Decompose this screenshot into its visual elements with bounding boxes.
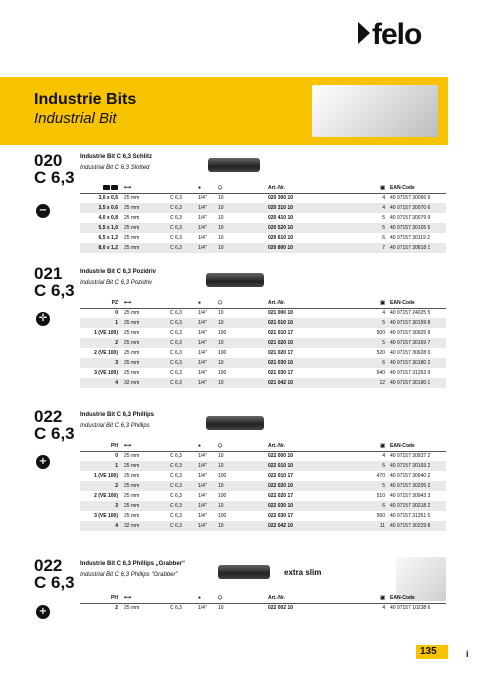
- weight-icon: ▣: [360, 184, 390, 193]
- col-art: Art.-Nr.: [268, 594, 360, 603]
- section-subtitle: Industrial Bit C 6,3 Pozidriv: [80, 280, 153, 286]
- table-row: [80, 223, 446, 233]
- table-cell: 0: [115, 453, 118, 460]
- table-cell: 540: [376, 370, 385, 376]
- table-cell: 4: [80, 521, 124, 531]
- table-cell: C 6,3: [170, 235, 182, 241]
- table-cell: 40 07157 30193 2: [390, 461, 446, 471]
- section-size: C 6,3: [34, 281, 75, 300]
- table-cell: 40 07157 30229 8: [390, 521, 446, 531]
- table-cell: 40 07157 30159 8: [390, 318, 446, 328]
- table-cell: 510: [376, 493, 385, 499]
- table-cell: 10: [218, 605, 224, 612]
- table-cell: 6: [382, 235, 385, 241]
- table-row: [80, 368, 446, 378]
- table-cell: 40 07157 30925 9: [390, 330, 431, 336]
- table-cell: 25 mm: [124, 310, 140, 317]
- table-row: [80, 338, 446, 348]
- table-row: [80, 348, 446, 358]
- table-cell: 25 mm: [124, 243, 170, 253]
- table-cell: 4: [382, 453, 385, 460]
- page-subtitle: Industrial Bit: [34, 110, 117, 127]
- table-cell: 021 010 17: [268, 330, 294, 336]
- table-cell: 100: [218, 370, 227, 376]
- table-cell: 10: [218, 318, 268, 328]
- table-cell: 022 030 17: [268, 513, 294, 519]
- table-cell: 0: [115, 310, 118, 317]
- table-cell: 40 07157 30105 5: [390, 223, 446, 233]
- table-cell: 25 mm: [124, 453, 140, 460]
- section-pozidriv: [0, 265, 448, 393]
- table-cell: 40 07157 31353 9: [390, 370, 431, 376]
- table-cell: 3,5 x 0,6: [80, 203, 124, 213]
- section-subtitle: Industrial Bit C 6,3 Phillips "Grabber": [80, 572, 178, 578]
- table-cell: 11: [360, 521, 390, 531]
- bit-image: [206, 416, 264, 430]
- table-cell: 021 030 17: [268, 370, 294, 376]
- table-row: [80, 193, 446, 203]
- table-cell: 1/4": [198, 203, 218, 213]
- length-icon: ⟷: [124, 594, 170, 603]
- table-cell: 25 mm: [124, 195, 140, 202]
- table-body: [80, 308, 446, 388]
- table-cell: 40 07157 30937 2: [390, 453, 431, 460]
- table-cell: C 6,3: [170, 215, 182, 221]
- table-body: [80, 603, 446, 613]
- table-cell: 1/4": [198, 310, 207, 317]
- arrow-icon: [358, 22, 370, 44]
- table-cell: 25 mm: [124, 203, 170, 213]
- table-row: [80, 511, 446, 521]
- table-cell: C 6,3: [170, 330, 182, 336]
- table-cell: 1/4": [198, 243, 218, 253]
- section-slotted: [0, 152, 448, 260]
- table-row: [80, 461, 446, 471]
- table-cell: 1: [80, 461, 124, 471]
- table-cell: 1/4": [198, 235, 207, 241]
- table-row: [80, 471, 446, 481]
- table-cell: 470: [376, 473, 385, 479]
- table-cell: 32 mm: [124, 521, 170, 531]
- table-cell: 10: [218, 453, 224, 460]
- col-ean: EAN-Code: [390, 594, 446, 603]
- pack-icon: ⬡: [218, 184, 268, 193]
- table-cell: 8,0 x 1,2: [80, 243, 124, 253]
- table-row: [80, 491, 446, 501]
- table-cell: 3 (VE 100): [94, 513, 118, 519]
- info-marker: i: [466, 649, 469, 659]
- table-cell: 1/4": [198, 350, 207, 356]
- table-cell: 1/4": [198, 501, 218, 511]
- table-cell: 25 mm: [124, 215, 140, 221]
- table-cell: C 6,3: [170, 243, 198, 253]
- bit-image: [206, 273, 264, 287]
- table-cell: 6: [360, 358, 390, 368]
- section-title: Industrie Bit C 6,3 Phillips „Grabber“: [80, 561, 186, 567]
- section-subtitle: Industrial Bit C 6,3 Slotted: [80, 165, 150, 171]
- product-table: [80, 594, 446, 613]
- table-cell: 1/4": [198, 481, 218, 491]
- table-cell: 1/4": [198, 513, 207, 519]
- table-cell: 1/4": [198, 215, 207, 221]
- table-cell: 021 020 17: [268, 350, 294, 356]
- table-cell: 40 07157 30066 9: [390, 195, 431, 202]
- table-cell: 020 300 10: [268, 195, 294, 202]
- table-cell: 1/4": [198, 473, 207, 479]
- table-cell: 100: [218, 330, 227, 336]
- table-cell: 40 07157 30190 1: [390, 378, 446, 388]
- table-cell: 1 (VE 100): [94, 330, 118, 336]
- table-row: [80, 603, 446, 613]
- table-cell: 1/4": [198, 223, 218, 233]
- table-cell: 1/4": [198, 330, 207, 336]
- section-title: Industrie Bit C 6,3 Schlitz: [80, 154, 153, 160]
- table-cell: 7: [360, 243, 390, 253]
- table-cell: 40 07157 30943 3: [390, 493, 431, 499]
- table-cell: 10: [218, 235, 224, 241]
- table-cell: 100: [218, 473, 227, 479]
- table-cell: 4: [382, 310, 385, 317]
- table-cell: 4: [382, 605, 385, 612]
- length-icon: ⟷: [124, 299, 170, 308]
- section-subtitle: Industrial Bit C 6,3 Phillips: [80, 423, 150, 429]
- table-cell: 25 mm: [124, 501, 170, 511]
- section-number: 022: [34, 556, 63, 575]
- table-cell: 25 mm: [124, 338, 170, 348]
- table-cell: 25 mm: [124, 330, 140, 336]
- table-row: [80, 521, 446, 531]
- table-cell: 10: [218, 501, 268, 511]
- table-cell: 25 mm: [124, 493, 140, 499]
- drive-icon: ●: [198, 299, 218, 308]
- table-cell: 1/4": [198, 521, 218, 531]
- table-row: [80, 501, 446, 511]
- col-ean: EAN-Code: [390, 299, 446, 308]
- table-row: [80, 203, 446, 213]
- table-cell: C 6,3: [170, 513, 182, 519]
- table-cell: 32 mm: [124, 378, 170, 388]
- table-cell: 020 310 10: [268, 203, 360, 213]
- table-cell: 520: [376, 350, 385, 356]
- table-cell: C 6,3: [170, 481, 198, 491]
- felo-logo: [358, 18, 421, 52]
- table-cell: C 6,3: [170, 195, 182, 202]
- table-row: [80, 328, 446, 338]
- table-cell: 40 07157 24025 5: [390, 310, 431, 317]
- table-cell: 40 07157 30119 2: [390, 235, 430, 241]
- table-cell: 10: [218, 378, 268, 388]
- table-cell: 40 07157 30928 0: [390, 350, 431, 356]
- pack-icon: ⬡: [218, 442, 268, 451]
- table-cell: 25 mm: [124, 318, 170, 328]
- table-cell: 021 010 10: [268, 318, 360, 328]
- table-cell: 25 mm: [124, 461, 170, 471]
- table-cell: 020 800 10: [268, 243, 360, 253]
- table-cell: 6: [360, 501, 390, 511]
- page-number: 135: [420, 646, 437, 657]
- table-cell: 10: [218, 310, 224, 317]
- table-cell: C 6,3: [170, 358, 198, 368]
- table-cell: 10: [218, 223, 268, 233]
- col-ean: EAN-Code: [390, 184, 446, 193]
- table-cell: C 6,3: [170, 521, 198, 531]
- table-cell: C 6,3: [170, 378, 198, 388]
- section-phillips: [0, 408, 448, 536]
- bit-image: [208, 158, 260, 172]
- drive-icon: ●: [198, 594, 218, 603]
- table-cell: 40 07157 30818 1: [390, 243, 446, 253]
- table-cell: 10: [218, 481, 268, 491]
- table-cell: 1 (VE 100): [94, 473, 118, 479]
- table-cell: 25 mm: [124, 358, 170, 368]
- table-cell: C 6,3: [170, 453, 182, 460]
- table-cell: C 6,3: [170, 501, 198, 511]
- table-cell: 4: [382, 195, 385, 202]
- table-cell: 2 (VE 100): [94, 493, 118, 499]
- table-row: [80, 481, 446, 491]
- table-cell: 25 mm: [124, 350, 140, 356]
- col-size: PZ: [80, 299, 124, 308]
- section-title: Industrie Bit C 6,3 Phillips: [80, 412, 155, 418]
- table-cell: 4,0 x 0,8: [98, 215, 118, 221]
- table-cell: 022 020 10: [268, 481, 360, 491]
- drive-icon: ●: [198, 442, 218, 451]
- table-cell: C 6,3: [170, 473, 182, 479]
- table-cell: 1/4": [198, 195, 207, 202]
- section-number: 022: [34, 407, 63, 426]
- table-cell: C 6,3: [170, 310, 182, 317]
- pozidriv-icon: ✛: [36, 312, 50, 326]
- table-cell: 12: [360, 378, 390, 388]
- table-cell: 25 mm: [124, 513, 140, 519]
- table-cell: 2 (VE 100): [94, 350, 118, 356]
- table-cell: C 6,3: [170, 605, 182, 612]
- table-cell: 5: [360, 223, 390, 233]
- table-cell: 3: [80, 501, 124, 511]
- table-row: [80, 213, 446, 223]
- section-title: Industrie Bit C 6,3 Pozidriv: [80, 269, 157, 275]
- table-cell: 10: [218, 195, 224, 202]
- table-cell: C 6,3: [170, 318, 198, 328]
- table-cell: 40 07157 10238 6: [390, 605, 431, 612]
- table-row: [80, 378, 446, 388]
- table-cell: 3 (VE 100): [94, 370, 118, 376]
- table-cell: 1: [80, 318, 124, 328]
- table-cell: 1/4": [198, 493, 207, 499]
- table-cell: 022 002 10: [268, 605, 294, 612]
- table-cell: 25 mm: [124, 223, 170, 233]
- table-cell: 5: [360, 338, 390, 348]
- phillips-icon: +: [36, 605, 50, 619]
- table-cell: 40 07157 30079 9: [390, 215, 431, 221]
- table-row: [80, 243, 446, 253]
- table-cell: 10: [218, 338, 268, 348]
- table-cell: 022 000 10: [268, 453, 294, 460]
- col-art: Art.-Nr.: [268, 184, 360, 193]
- table-cell: 40 07157 30205 2: [390, 481, 446, 491]
- col-size: PH: [80, 442, 124, 451]
- table-cell: 022 030 10: [268, 501, 360, 511]
- table-cell: 40 07157 30169 7: [390, 338, 446, 348]
- table-cell: 10: [218, 203, 268, 213]
- table-cell: 25 mm: [124, 473, 140, 479]
- col-art: Art.-Nr.: [268, 442, 360, 451]
- table-cell: 40 07157 30180 2: [390, 358, 446, 368]
- slotted-icon: −: [36, 204, 50, 218]
- length-icon: ⟷: [124, 442, 170, 451]
- weight-icon: ▣: [360, 299, 390, 308]
- table-cell: 022 020 17: [268, 493, 294, 499]
- table-cell: 10: [218, 243, 268, 253]
- length-icon: ⟷: [124, 184, 170, 193]
- table-cell: 020 410 10: [268, 215, 294, 221]
- product-table: [80, 442, 446, 531]
- drive-icon: ●: [198, 184, 218, 193]
- table-cell: 4: [80, 378, 124, 388]
- table-cell: 5: [360, 481, 390, 491]
- table-cell: 2: [115, 605, 118, 612]
- table-cell: 020 520 10: [268, 223, 360, 233]
- brand-name: felo: [372, 18, 422, 51]
- table-cell: 021 042 10: [268, 378, 360, 388]
- tool-sidebar: [452, 0, 480, 679]
- table-cell: 25 mm: [124, 235, 140, 241]
- table-cell: 1/4": [198, 370, 207, 376]
- table-cell: 5: [382, 215, 385, 221]
- table-cell: 25 mm: [124, 370, 140, 376]
- section-size: C 6,3: [34, 573, 75, 592]
- table-cell: 2: [80, 481, 124, 491]
- bit-photo: [312, 85, 438, 137]
- table-cell: C 6,3: [170, 338, 198, 348]
- table-cell: 1/4": [198, 338, 218, 348]
- size-icon: [80, 184, 124, 193]
- table-cell: C 6,3: [170, 203, 198, 213]
- weight-icon: ▣: [360, 594, 390, 603]
- table-cell: 10: [218, 461, 268, 471]
- table-cell: 1/4": [198, 453, 207, 460]
- table-cell: 3: [80, 358, 124, 368]
- table-cell: 25 mm: [124, 481, 170, 491]
- table-cell: 100: [218, 513, 227, 519]
- table-cell: 40 07157 31351 5: [390, 513, 431, 519]
- table-cell: 100: [218, 350, 227, 356]
- table-cell: C 6,3: [170, 370, 182, 376]
- table-cell: 10: [218, 358, 268, 368]
- table-cell: 021 000 10: [268, 310, 294, 317]
- table-cell: 1/4": [198, 605, 207, 612]
- table-row: [80, 451, 446, 461]
- product-table: [80, 184, 446, 253]
- table-cell: 1/4": [198, 461, 218, 471]
- bit-image: [218, 565, 270, 579]
- table-cell: 40 07157 30218 2: [390, 501, 446, 511]
- table-cell: 40 07157 30070 6: [390, 203, 446, 213]
- table-cell: 100: [218, 493, 227, 499]
- section-number: 020: [34, 151, 63, 170]
- table-cell: 2: [80, 338, 124, 348]
- table-cell: 500: [376, 330, 385, 336]
- table-cell: 6,5 x 1,2: [98, 235, 118, 241]
- section-number: 021: [34, 264, 63, 283]
- table-cell: 1/4": [198, 378, 218, 388]
- table-cell: 3,0 x 0,5: [98, 195, 118, 202]
- table-cell: 022 042 10: [268, 521, 360, 531]
- phillips-icon: +: [36, 455, 50, 469]
- table-cell: 10: [218, 215, 224, 221]
- table-cell: C 6,3: [170, 461, 198, 471]
- pack-icon: ⬡: [218, 299, 268, 308]
- table-cell: 022 010 10: [268, 461, 360, 471]
- table-cell: 4: [360, 203, 390, 213]
- pack-icon: ⬡: [218, 594, 268, 603]
- table-cell: 1/4": [198, 318, 218, 328]
- col-ean: EAN-Code: [390, 442, 446, 451]
- table-body: [80, 451, 446, 531]
- section-size: C 6,3: [34, 168, 75, 187]
- table-cell: C 6,3: [170, 493, 182, 499]
- table-body: [80, 193, 446, 253]
- table-cell: 020 610 10: [268, 235, 294, 241]
- weight-icon: ▣: [360, 442, 390, 451]
- table-cell: 5: [360, 461, 390, 471]
- table-row: [80, 308, 446, 318]
- section-size: C 6,3: [34, 424, 75, 443]
- product-table: [80, 299, 446, 388]
- table-cell: C 6,3: [170, 350, 182, 356]
- col-art: Art.-Nr.: [268, 299, 360, 308]
- table-cell: 560: [376, 513, 385, 519]
- table-row: [80, 318, 446, 328]
- table-cell: 021 030 10: [268, 358, 360, 368]
- section-grabber: [0, 557, 448, 623]
- table-cell: 40 07157 30940 2: [390, 473, 431, 479]
- table-cell: 5,5 x 1,0: [80, 223, 124, 233]
- table-cell: C 6,3: [170, 223, 198, 233]
- table-cell: 022 010 17: [268, 473, 294, 479]
- table-cell: 1/4": [198, 358, 218, 368]
- table-row: [80, 358, 446, 368]
- table-cell: 10: [218, 521, 268, 531]
- table-row: [80, 233, 446, 243]
- page-title: Industrie Bits: [34, 91, 137, 108]
- table-cell: 5: [360, 318, 390, 328]
- table-cell: 021 020 10: [268, 338, 360, 348]
- title-banner: [0, 77, 448, 145]
- extra-slim-label: extra slim: [284, 568, 322, 577]
- table-cell: 25 mm: [124, 605, 140, 612]
- col-size: PH: [80, 594, 124, 603]
